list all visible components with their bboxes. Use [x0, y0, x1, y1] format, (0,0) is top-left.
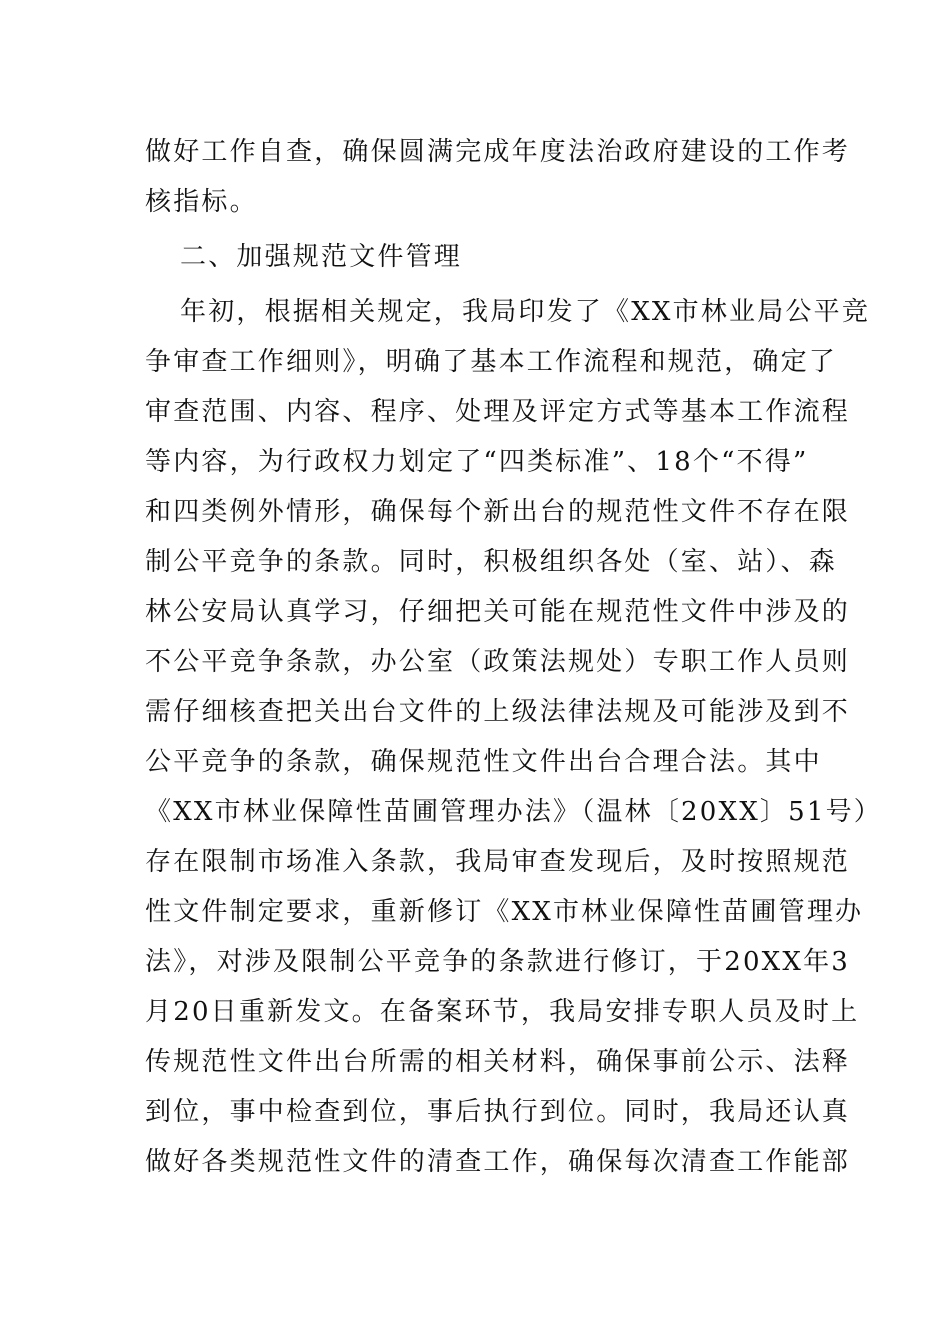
- text-line: 法》，对涉及限制公平竞争的条款进行修订，于20XX年3: [145, 947, 851, 977]
- text-line: 存在限制市场准入条款，我局审查发现后，及时按照规范: [145, 847, 851, 877]
- text-line: 和四类例外情形，确保每个新出台的规范性文件不存在限: [145, 497, 851, 527]
- text-line: 传规范性文件出台所需的相关材料，确保事前公示、法释: [145, 1047, 851, 1077]
- section-heading: 二、加强规范文件管理: [180, 242, 463, 272]
- text-line: 性文件制定要求，重新修订《XX市林业保障性苗圃管理办: [145, 897, 864, 927]
- text-line: 到位，事中检查到位，事后执行到位。同时，我局还认真: [145, 1097, 851, 1127]
- text-line: 月20日重新发文。在备案环节，我局安排专职人员及时上: [145, 997, 860, 1027]
- text-line: 年初，根据相关规定，我局印发了《XX市林业局公平竞: [180, 297, 871, 327]
- text-line: 核指标。: [145, 187, 258, 217]
- text-line: 制公平竞争的条款。同时，积极组织各处（室、站）、森: [145, 547, 838, 577]
- text-line: 《XX市林业保障性苗圃管理办法》（温林〔20XX〕51号）: [145, 797, 883, 827]
- text-line: 做好工作自查，确保圆满完成年度法治政府建设的工作考: [145, 137, 851, 167]
- text-line: 审查范围、内容、程序、处理及评定方式等基本工作流程: [145, 397, 851, 427]
- text-line: 等内容，为行政权力划定了“四类标准”、18个“不得”: [145, 447, 809, 477]
- text-line: 公平竞争的条款，确保规范性文件出台合理合法。其中: [145, 747, 822, 777]
- text-line: 争审查工作细则》，明确了基本工作流程和规范，确定了: [145, 347, 838, 377]
- text-line: 林公安局认真学习，仔细把关可能在规范性文件中涉及的: [145, 597, 851, 627]
- text-line: 做好各类规范性文件的清查工作，确保每次清查工作能部: [145, 1147, 851, 1177]
- text-line: 需仔细核查把关出台文件的上级法律法规及可能涉及到不: [145, 697, 851, 727]
- text-line: 不公平竞争条款，办公室（政策法规处）专职工作人员则: [145, 647, 851, 677]
